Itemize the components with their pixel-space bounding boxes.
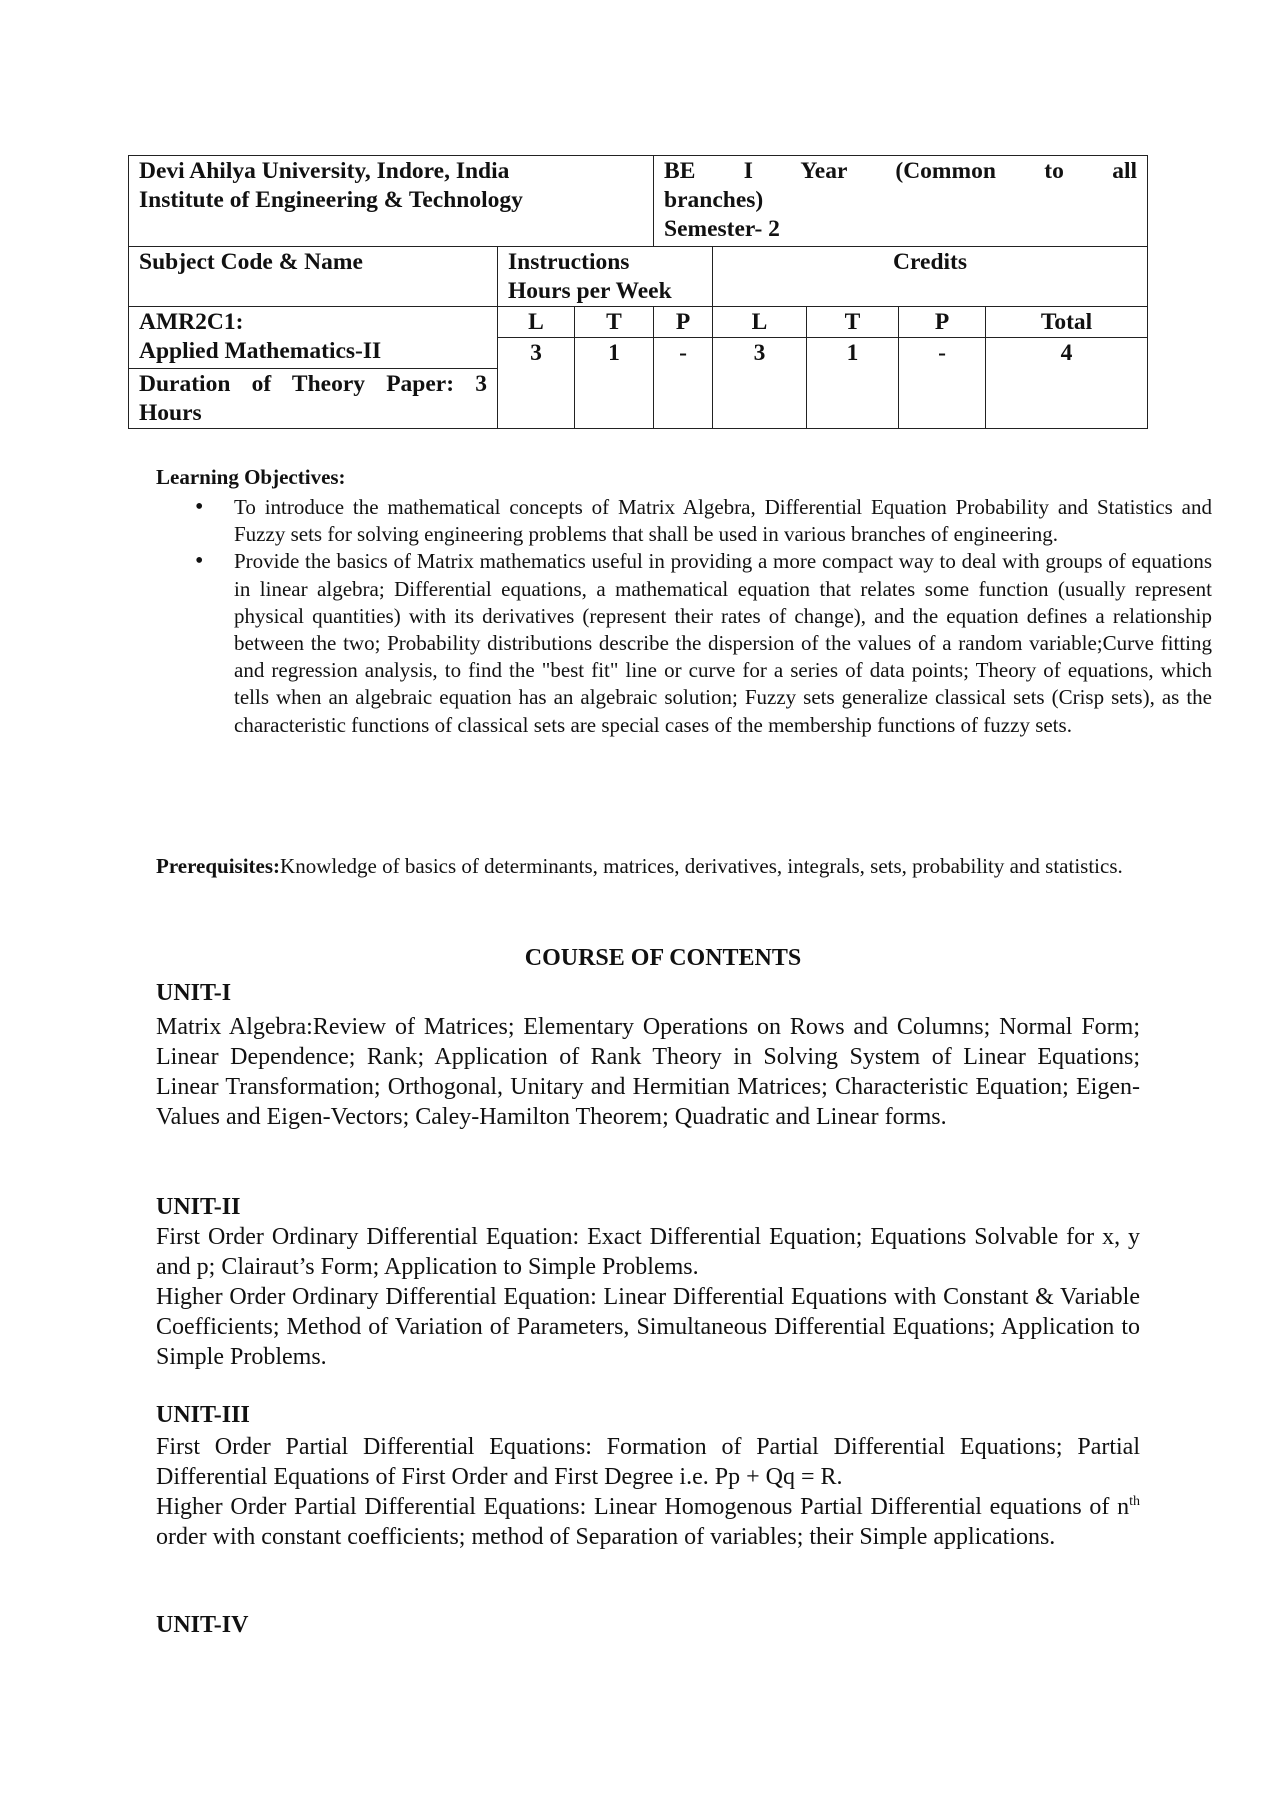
year-line-2: branches)	[664, 187, 764, 213]
credit-val-l: 3	[713, 338, 807, 429]
credit-col-total: Total	[986, 307, 1148, 338]
unit-4-title: UNIT-IV	[156, 1612, 249, 1638]
university-name: Devi Ahilya University, Indore, India	[139, 158, 510, 184]
unit-1-text: Matrix Algebra:Review of Matrices; Elementary Operations on Rows and Columns; Normal Form; Linear Dependence; Rank; Application of Rank Theory in Solving System of Linear Equations; Linear Transformation; Orthogonal, Unitary and Hermitian Matrices; Characteristic Equation; Eigen- Values and Eigen-Vectors; Caley-Hamilton Theorem; Quadratic and Linear forms.	[156, 1014, 1140, 1130]
year-line-1: BE I Year (Common to all	[664, 158, 1138, 184]
credit-val-total: 4	[986, 338, 1148, 429]
duration-line-2: Hours	[139, 400, 202, 426]
instr-val-l: 3	[498, 338, 575, 429]
subject-name: Applied Mathematics-II	[139, 338, 382, 364]
institute-name: Institute of Engineering & Technology	[139, 187, 523, 213]
instr-val-t: 1	[575, 338, 654, 429]
subject-label: Subject Code & Name	[139, 249, 363, 275]
unit-1-title: UNIT-I	[156, 980, 232, 1006]
instr-val-p: -	[654, 338, 713, 429]
learning-objectives-list	[156, 494, 1212, 739]
list-item: • Provide the basics of Matrix mathematics useful in providing a more compact way to deal with groups of equations in linear algebra; Differential equations, a mathematical equation that relates some function (usually represent physical quantities) with its derivatives (represent their rates of change), and the equation defines a relationship between the two; Probability distributions describe the dispersion of the values of a random variable;Curve fitting and regression analysis, to find the "best fit" line or curve for a series of data points; Theory of equations, which tells when an algebraic equation has an algebraic solution; Fuzzy sets generalize classical sets (Crisp sets), as the characteristic functions of classical sets are special cases of the membership functions of fuzzy sets.	[234, 548, 1212, 738]
unit-3-text-2	[156, 1492, 1140, 1552]
credit-val-p: -	[899, 338, 986, 429]
unit-2-text-2: Higher Order Ordinary Differential Equation: Linear Differential Equations with Constant & Variable Coefficients; Method of Variation of Parameters, Simultaneous Differential Equations; Application to Simple Problems.	[156, 1284, 1140, 1370]
superscript-th: th	[1129, 1494, 1140, 1509]
prerequisites-paragraph	[156, 853, 1134, 881]
institution-cell	[129, 156, 654, 247]
learning-objectives-heading: Learning Objectives:	[156, 465, 346, 489]
prerequisites-text: Knowledge of basics of determinants, matrices, derivatives, integrals, sets, probability and statistics.	[280, 854, 1123, 878]
unit-3-text-1: First Order Partial Differential Equations: Formation of Partial Differential Equations; Partial Differential Equations of First Order and First Degree i.e. Pp + Qq = R.	[156, 1434, 1140, 1490]
subject-code: AMR2C1:	[139, 309, 244, 335]
instr-col-t: T	[575, 307, 654, 338]
course-contents-heading: COURSE OF CONTENTS	[524, 945, 802, 971]
instructions-label-2: Hours per Week	[508, 278, 672, 304]
instr-col-l: L	[498, 307, 575, 338]
subject-code-name-cell	[129, 307, 498, 369]
prerequisites-label: Prerequisites:	[156, 854, 281, 878]
unit-3-text-2a: Higher Order Partial Differential Equations: Linear Homogenous Partial Differential equations of n	[156, 1494, 1130, 1520]
unit-2-title: UNIT-II	[156, 1194, 241, 1220]
instructions-label-1: Instructions	[508, 249, 630, 275]
subject-label-cell	[129, 247, 498, 307]
credit-col-t: T	[807, 307, 899, 338]
duration-line-1: Duration of Theory Paper: 3	[139, 371, 487, 397]
list-item: • To introduce the mathematical concepts of Matrix Algebra, Differential Equation Probability and Statistics and Fuzzy sets for solving engineering problems that shall be used in various branches of engineering.	[234, 494, 1212, 548]
unit-2-text-1: First Order Ordinary Differential Equation: Exact Differential Equation; Equations Solvable for x, y and p; Clairaut’s Form; Application to Simple Problems.	[156, 1224, 1140, 1280]
instr-col-p: P	[654, 307, 713, 338]
credit-val-t: 1	[807, 338, 899, 429]
instructions-label-cell	[498, 247, 713, 307]
course-header-table	[128, 155, 1148, 429]
duration-cell	[129, 369, 498, 429]
credit-col-l: L	[713, 307, 807, 338]
credits-label: Credits	[893, 249, 968, 275]
unit-3-title: UNIT-III	[156, 1402, 250, 1428]
credit-col-p: P	[899, 307, 986, 338]
unit-3-text-2b: order with constant coefficients; method of Separation of variables; their Simple applications.	[156, 1524, 1056, 1550]
semester: Semester- 2	[664, 216, 780, 242]
year-semester-cell	[654, 156, 1148, 247]
credits-label-cell	[713, 247, 1148, 307]
